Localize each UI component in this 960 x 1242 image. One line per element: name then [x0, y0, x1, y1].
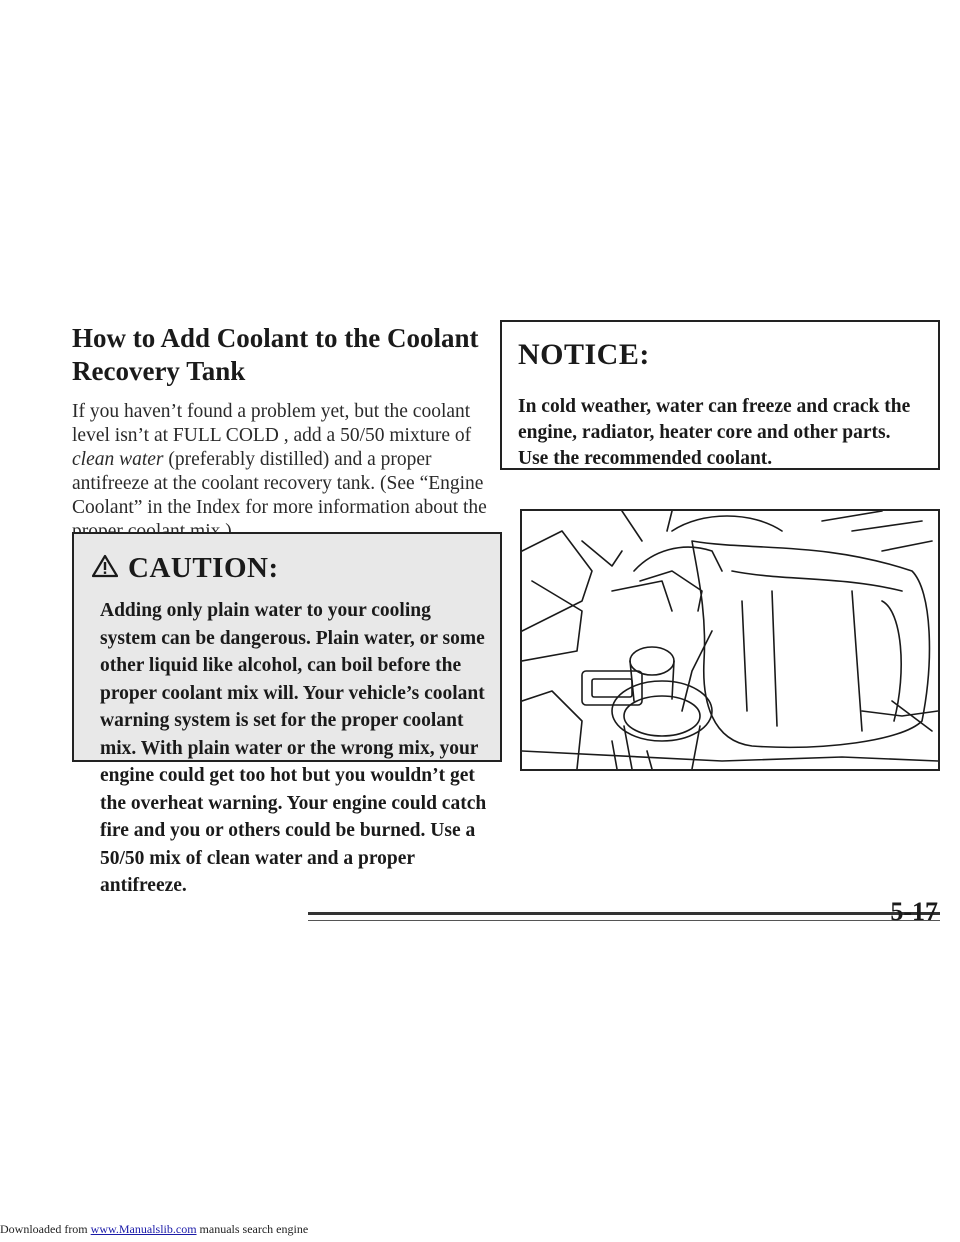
- section-body: [72, 400, 492, 544]
- footer-suffix: manuals search engine: [196, 1222, 309, 1236]
- caution-title: CAUTION:: [128, 552, 279, 584]
- notice-text: In cold weather, water can freeze and crack the engine, radiator, heater core and other parts. Use the recommended coolant.: [518, 396, 911, 469]
- body-text-part2: (preferably distilled) and a proper antifreeze at the coolant recovery tank. (See “Engine Coolant” in the Index for more information about the: [72, 449, 487, 518]
- body-text-part1: If you haven’t found a problem yet, but the coolant level isn’t at FULL COLD , add a 50/50 mixture of: [72, 401, 472, 446]
- download-footer: [0, 1222, 308, 1237]
- footer-rule-thick: [308, 912, 940, 915]
- manualslib-link[interactable]: www.Manualslib.com: [90, 1222, 197, 1236]
- page-number: 5-17: [890, 897, 938, 926]
- body-text-italic: clean water: [72, 449, 164, 470]
- footer-prefix: Downloaded from: [0, 1222, 91, 1236]
- notice-box: [500, 320, 940, 470]
- notice-title: NOTICE:: [518, 338, 650, 371]
- coolant-pour-illustration: [520, 509, 940, 771]
- section-heading: How to Add Coolant to the Coolant Recovery Tank: [72, 323, 479, 386]
- footer-rule-thin: [308, 920, 940, 921]
- caution-text: Adding only plain water to your cooling system can be dangerous. Plain water, or some other liquid like alcohol, can boil before the proper coolant mix will. Your vehicle’s coolant warning system is set for the proper coolant mix. With plain water or the wrong mix, your engine could get too hot but you wouldn’t get the overheat warning. Your engine could catch fire and you or others could be burned. Use a 50/50 mix of clean water and a proper antifreeze.: [100, 600, 487, 896]
- warning-triangle-icon: [92, 554, 118, 583]
- caution-box: [72, 532, 502, 896]
